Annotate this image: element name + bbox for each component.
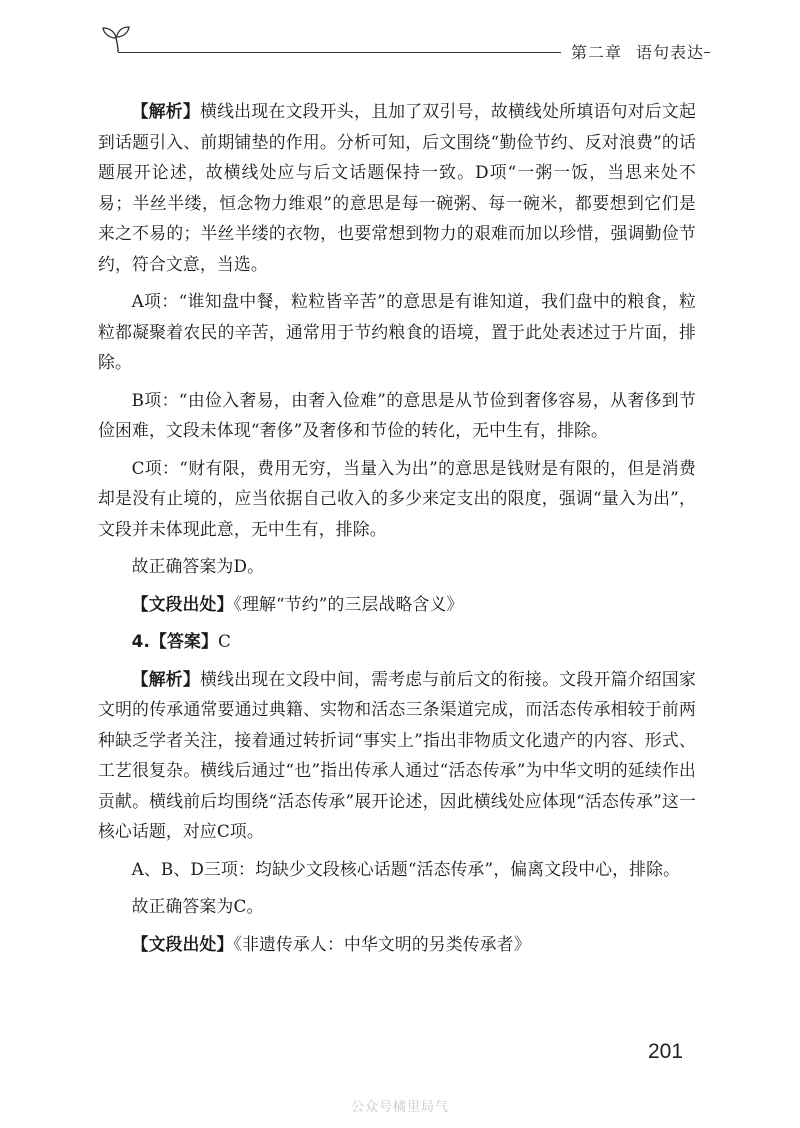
- paragraph-text: B项：“由俭入奢易，由奢入俭难”的意思是从节俭到奢侈容易，从奢侈到节俭困难，文段未体现“奢侈”及奢侈和节俭的转化，无中生有，排除。: [98, 389, 696, 440]
- paragraph-text: 故正确答案为D。: [131, 556, 265, 576]
- paragraph-option-c: [98, 453, 696, 545]
- paragraph-analysis-4: [98, 664, 696, 847]
- paragraph-text: 横线出现在文段中间，需考虑与前后文的衔接。文段开篇介绍国家文明的传承通常要通过典籍、实物和活态三条渠道完成，而活态传承相较于前两种缺乏学者关注，接着通过转折词“事实上”指出非物质文化遗产的内容、形式、工艺很复杂。横线后通过“也”指出传承人通过“活态传承”为中华文明的延续作出贡献。横线前后均围绕“活态传承”展开论述，因此横线处应体现“活态传承”这一核心话题，对应C项。: [98, 668, 696, 841]
- paragraph-label: 4.【答案】: [131, 631, 218, 651]
- paragraph-label: 【解析】: [131, 101, 201, 121]
- paragraph-conclusion-4: [98, 891, 696, 922]
- paragraph-analysis-3: [98, 96, 696, 279]
- paragraph-text: 故正确答案为C。: [131, 896, 264, 916]
- paragraph-label: 【文段出处】: [131, 933, 234, 954]
- paragraph-text: C: [217, 631, 232, 651]
- sprout-icon: [100, 22, 132, 54]
- paragraph-label: 【文段出处】: [131, 593, 234, 614]
- chapter-title: 语句表达: [635, 43, 704, 62]
- paragraph-text: 横线出现在文段开头，且加了双引号，故横线处所填语句对后文起到话题引入、前期铺垫的作用。分析可知，后文围绕“勤俭节约、反对浪费”的话题展开论述，故横线处应与后文话题保持一致。D项“一粥一饭，当思来处不易；半丝半缕，恒念物力维艰”的意思是每一碗粥、每一碗米，都要想到它们是来之不易的；半丝半缕的衣物，也要常想到物力的艰难而加以珍惜，强调勤俭节约，符合文意，当选。: [98, 101, 696, 274]
- paragraph-text: 《理解“节约”的三层战略含义》: [233, 593, 464, 614]
- paragraph-label: 【解析】: [131, 668, 201, 689]
- paragraph-text: 《非遗传承人：中华文明的另类传承者》: [233, 933, 531, 954]
- paragraph-option-abd: [98, 854, 696, 885]
- paragraph-source-4: [98, 929, 696, 960]
- chapter-heading: [561, 40, 704, 63]
- paragraph-option-a: [98, 286, 696, 378]
- page-body: [98, 96, 696, 966]
- paragraph-text: A、B、D三项：均缺少文段核心话题“活态传承”，偏离文段中心，排除。: [131, 858, 681, 879]
- paragraph-text: A项：“谁知盘中餐，粒粒皆辛苦”的意思是有谁知道，我们盘中的粮食，粒粒都凝聚着农民的辛苦，通常用于节约粮食的语境，置于此处表述过于片面，排除。: [98, 291, 696, 372]
- page-header: [0, 0, 800, 70]
- paragraph-answer-4: [98, 626, 696, 657]
- chapter-number: 第二章: [570, 43, 622, 62]
- paragraph-source-3: [98, 589, 696, 620]
- watermark: 公众号橘里局气: [350, 1100, 449, 1115]
- page-number: 201: [648, 1040, 684, 1063]
- paragraph-conclusion-3: [98, 551, 696, 582]
- paragraph-option-b: [98, 385, 696, 446]
- paragraph-text: C项：“财有限，费用无穷，当量入为出”的意思是钱财是有限的，但是消费却是没有止境的，应当依据自己收入的多少来定支出的限度，强调“量入为出”，文段并未体现此意，无中生有，排除。: [98, 457, 696, 539]
